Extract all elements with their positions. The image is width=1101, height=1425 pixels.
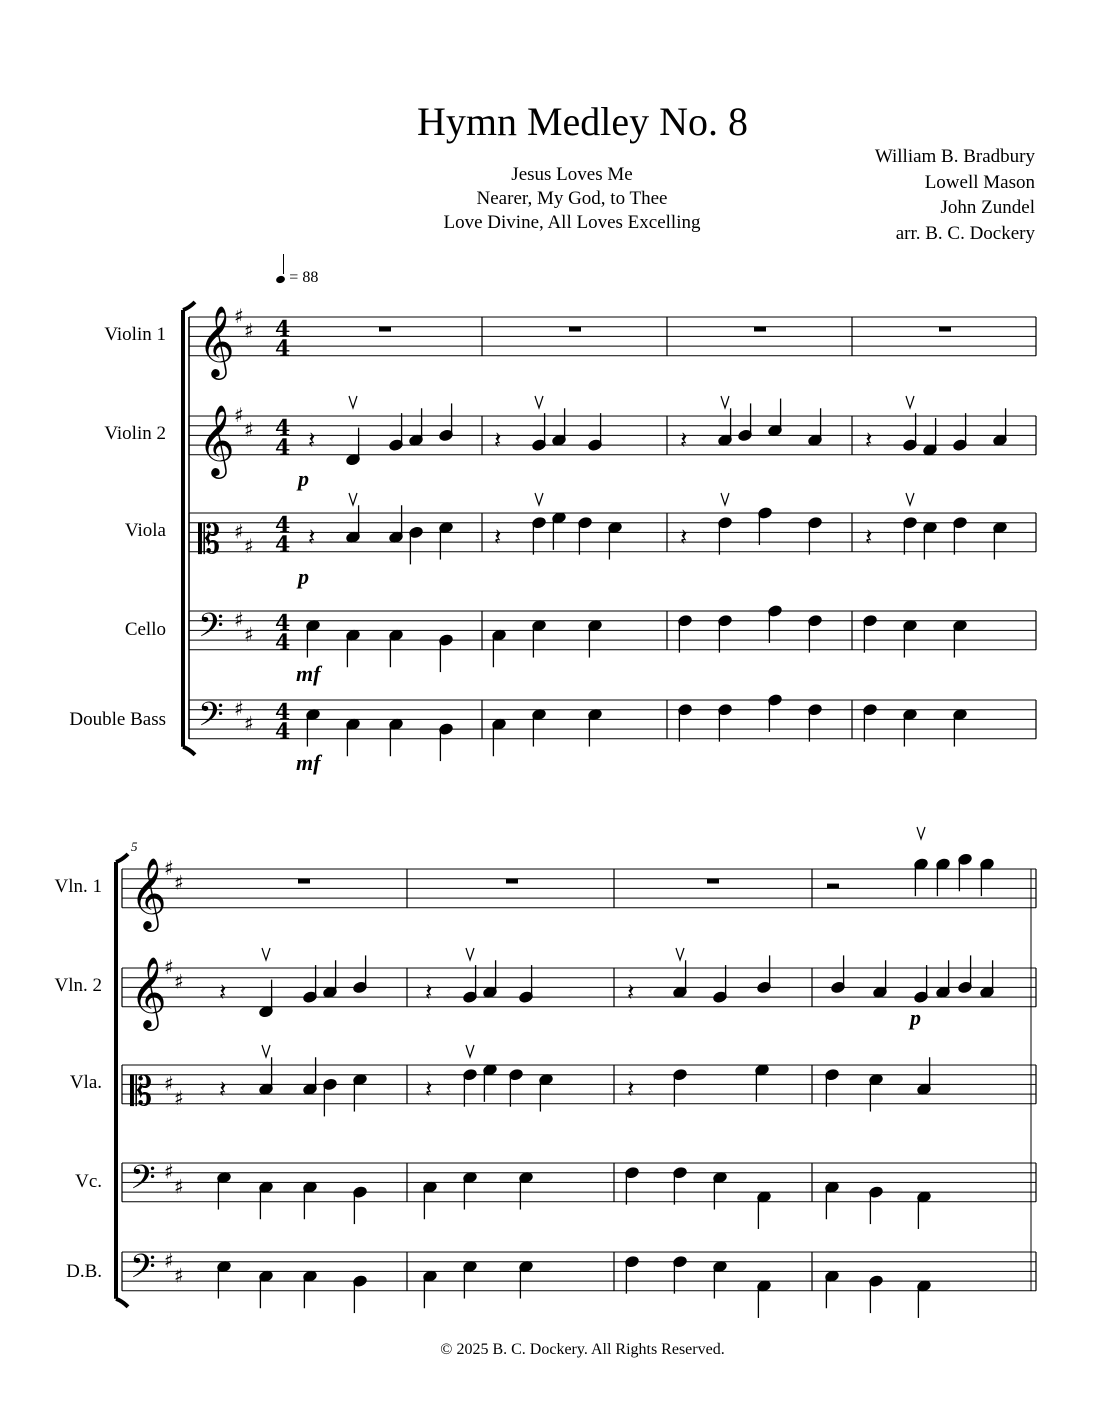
note (903, 708, 918, 746)
note (757, 1191, 772, 1229)
note (718, 516, 733, 554)
up-bow-icon (676, 948, 684, 960)
time-signature-top: 4 (275, 316, 291, 343)
note (532, 708, 547, 746)
note (808, 703, 823, 741)
note (303, 1181, 318, 1219)
note (423, 1270, 438, 1308)
note (755, 1064, 770, 1102)
note (718, 408, 733, 446)
note (608, 521, 623, 559)
whole-rest (569, 327, 581, 332)
time-signature-bottom: 4 (275, 335, 291, 362)
note (923, 418, 938, 456)
treble-clef-icon: 𝄞 (198, 402, 235, 476)
sharp-icon: ♯ (234, 519, 244, 544)
note (958, 853, 973, 891)
quarter-rest: 𝄽 (494, 523, 502, 552)
note (917, 1280, 932, 1318)
note (768, 605, 783, 643)
label-violin-2: Violin 2 (104, 423, 166, 444)
dynamic-mf-bass: mf (296, 750, 321, 775)
staff-system2-3 (122, 1163, 1036, 1202)
note (492, 629, 507, 667)
note (953, 708, 968, 746)
note (217, 1260, 232, 1298)
up-bow-icon (535, 396, 543, 408)
note (532, 516, 547, 554)
up-bow-icon (917, 827, 925, 839)
note (980, 858, 995, 896)
note (718, 614, 733, 652)
sharp-icon: ♯ (174, 1263, 184, 1288)
note (936, 960, 951, 998)
quarter-rest: 𝄽 (627, 1075, 635, 1104)
note (463, 965, 478, 1003)
piece-title: Hymn Medley No. 8 (416, 99, 749, 144)
staff-system2-2 (122, 1065, 1036, 1104)
note (903, 516, 918, 554)
up-bow-icon (535, 493, 543, 505)
whole-rest (754, 327, 766, 332)
note (673, 960, 688, 998)
dynamic-p-viola: p (298, 564, 309, 589)
sharp-icon: ♯ (174, 1085, 184, 1110)
note (758, 507, 773, 545)
note (588, 413, 603, 451)
note (519, 1260, 534, 1298)
sharp-icon: ♯ (234, 403, 244, 427)
label-cello: Cello (124, 619, 166, 640)
quarter-rest: 𝄽 (865, 426, 873, 455)
note (923, 521, 938, 559)
dynamic-p-violin1-m8: p (910, 1005, 921, 1030)
note (825, 1270, 840, 1308)
note (808, 408, 823, 446)
note (323, 960, 338, 998)
note (808, 614, 823, 652)
dynamic-mf-cello: mf (296, 661, 321, 686)
note (532, 619, 547, 657)
bass-clef-icon: 𝄢 (198, 607, 224, 654)
alto-clef-icon: 𝄡 (130, 1068, 153, 1115)
note (346, 428, 361, 466)
up-bow-icon (906, 493, 914, 505)
tempo-value: = 88 (289, 269, 319, 286)
note (873, 960, 888, 998)
note (578, 516, 593, 554)
note (423, 1181, 438, 1219)
note (552, 408, 567, 446)
note (757, 1280, 772, 1318)
note (303, 1270, 318, 1308)
whole-rest (506, 879, 518, 884)
note (409, 408, 424, 446)
note (259, 980, 274, 1018)
up-bow-icon (906, 396, 914, 408)
note (678, 614, 693, 652)
note (463, 1068, 478, 1106)
label-vla: Vla. (69, 1072, 102, 1093)
note (953, 516, 968, 554)
note (953, 413, 968, 451)
note (306, 708, 321, 746)
sharp-icon: ♯ (234, 607, 244, 632)
note (303, 1057, 318, 1095)
composer-1: William B. Bradbury (874, 146, 1035, 167)
up-bow-icon (349, 493, 357, 505)
measure-number: 5 (131, 839, 138, 854)
alto-clef-icon: 𝄡 (198, 516, 221, 563)
quarter-rest: 𝄽 (494, 426, 502, 455)
note (914, 858, 929, 896)
up-bow-icon (466, 948, 474, 960)
up-bow-icon (262, 948, 270, 960)
label-db: D.B. (66, 1261, 102, 1282)
note (673, 1166, 688, 1204)
note (323, 1078, 338, 1116)
note (738, 403, 753, 441)
whole-rest (707, 879, 719, 884)
quarter-rest: 𝄽 (865, 523, 873, 552)
note (483, 960, 498, 998)
note (463, 1260, 478, 1298)
note (980, 960, 995, 998)
sharp-icon: ♯ (234, 696, 244, 721)
note (306, 619, 321, 657)
subtitle-2: Nearer, My God, to Thee (476, 188, 668, 209)
note (768, 399, 783, 437)
note (439, 634, 454, 672)
note (439, 723, 454, 761)
label-violin-1: Violin 1 (104, 324, 166, 345)
note (903, 413, 918, 451)
up-bow-icon (262, 1045, 270, 1057)
note (463, 1171, 478, 1209)
note (539, 1073, 554, 1111)
sharp-icon: ♯ (234, 304, 244, 328)
note (958, 955, 973, 993)
staff-system2-0 (122, 869, 1036, 908)
note (917, 1191, 932, 1229)
bass-clef-icon: 𝄢 (130, 1248, 156, 1295)
note (936, 858, 951, 896)
quarter-rest: 𝄽 (680, 426, 688, 455)
time-signature-bottom: 4 (275, 629, 291, 656)
note (353, 1275, 368, 1313)
treble-clef-icon: 𝄞 (130, 855, 167, 929)
note (303, 965, 318, 1003)
note (869, 1275, 884, 1313)
time-signature-bottom: 4 (275, 718, 291, 745)
note (259, 1181, 274, 1219)
note (713, 965, 728, 1003)
up-bow-icon (721, 493, 729, 505)
quarter-rest: 𝄽 (627, 978, 635, 1007)
note (625, 1166, 640, 1204)
note (389, 718, 404, 756)
quarter-rest: 𝄽 (308, 523, 316, 552)
sharp-icon: ♯ (244, 622, 254, 647)
note (673, 1068, 688, 1106)
note (831, 955, 846, 993)
note (869, 1073, 884, 1111)
sharp-icon: ♯ (164, 1159, 174, 1184)
note (825, 1068, 840, 1106)
note (757, 955, 772, 993)
note (552, 512, 567, 550)
copyright-footer: © 2025 B. C. Dockery. All Rights Reserved. (440, 1341, 725, 1358)
note (492, 718, 507, 756)
time-signature-bottom: 4 (275, 434, 291, 461)
quarter-rest: 𝄽 (308, 426, 316, 455)
note (389, 413, 404, 451)
treble-clef-icon: 𝄞 (198, 303, 235, 377)
quarter-rest: 𝄽 (219, 978, 227, 1007)
note (625, 1255, 640, 1293)
note (808, 516, 823, 554)
arranger: arr. B. C. Dockery (895, 222, 1035, 244)
note (217, 1171, 232, 1209)
note (825, 1181, 840, 1219)
note (953, 619, 968, 657)
sharp-icon: ♯ (244, 533, 254, 558)
note (353, 1073, 368, 1111)
sharp-icon: ♯ (244, 711, 254, 736)
note (519, 1171, 534, 1209)
note (673, 1255, 688, 1293)
label-vln-1: Vln. 1 (54, 876, 102, 897)
label-vc: Vc. (75, 1171, 102, 1192)
time-signature-top: 4 (275, 610, 291, 637)
note (993, 521, 1008, 559)
up-bow-icon (721, 396, 729, 408)
bass-clef-icon: 𝄢 (130, 1159, 156, 1206)
time-signature-top: 4 (275, 699, 291, 726)
sharp-icon: ♯ (164, 1248, 174, 1273)
whole-rest (298, 879, 310, 884)
time-signature-top: 4 (275, 415, 291, 442)
label-viola: Viola (124, 520, 166, 541)
staff-system2-1 (122, 968, 1036, 1007)
note (863, 614, 878, 652)
subtitle-3: Love Divine, All Loves Excelling (443, 212, 701, 233)
quarter-rest: 𝄽 (219, 1075, 227, 1104)
sharp-icon: ♯ (164, 955, 174, 979)
note (718, 703, 733, 741)
label-vln-2: Vln. 2 (54, 975, 102, 996)
note (439, 521, 454, 559)
treble-clef-icon: 𝄞 (130, 954, 167, 1028)
quarter-rest: 𝄽 (425, 1075, 433, 1104)
note (869, 1186, 884, 1224)
subtitle-1: Jesus Loves Me (511, 164, 633, 185)
sharp-icon: ♯ (244, 417, 254, 442)
whole-rest (379, 327, 391, 332)
sharp-icon: ♯ (164, 1071, 174, 1096)
note (903, 619, 918, 657)
composer-2: Lowell Mason (924, 171, 1035, 193)
sharp-icon: ♯ (244, 318, 254, 343)
note (532, 413, 547, 451)
note (914, 965, 929, 1003)
quarter-rest: 𝄽 (680, 523, 688, 552)
note (678, 703, 693, 741)
note (389, 505, 404, 543)
note (588, 619, 603, 657)
note (863, 703, 878, 741)
label-double-bass: Double Bass (69, 709, 166, 730)
note (713, 1171, 728, 1209)
note (519, 965, 534, 1003)
bass-clef-icon: 𝄢 (198, 696, 224, 743)
note (588, 708, 603, 746)
note (993, 408, 1008, 446)
note (483, 1064, 498, 1102)
sharp-icon: ♯ (174, 870, 184, 895)
note (346, 718, 361, 756)
note (509, 1068, 524, 1106)
note (389, 629, 404, 667)
sharp-icon: ♯ (164, 856, 174, 880)
note (917, 1057, 932, 1095)
note (353, 1186, 368, 1224)
note (259, 1270, 274, 1308)
staff-system2-4 (122, 1252, 1036, 1291)
note (346, 629, 361, 667)
composer-3: John Zundel (940, 197, 1035, 218)
sharp-icon: ♯ (174, 969, 184, 994)
half-rest (827, 884, 839, 889)
sharp-icon: ♯ (174, 1174, 184, 1199)
staff-system1-0 (189, 317, 1036, 356)
quarter-rest: 𝄽 (425, 978, 433, 1007)
up-bow-icon (349, 396, 357, 408)
time-signature-bottom: 4 (275, 531, 291, 558)
whole-rest (939, 327, 951, 332)
note (713, 1260, 728, 1298)
note (768, 694, 783, 732)
up-bow-icon (466, 1045, 474, 1057)
note (259, 1057, 274, 1095)
note (353, 955, 368, 993)
note (346, 505, 361, 543)
note (439, 403, 454, 441)
note (409, 526, 424, 564)
dynamic-p-violin2: p (298, 466, 309, 491)
time-signature-top: 4 (275, 512, 291, 539)
